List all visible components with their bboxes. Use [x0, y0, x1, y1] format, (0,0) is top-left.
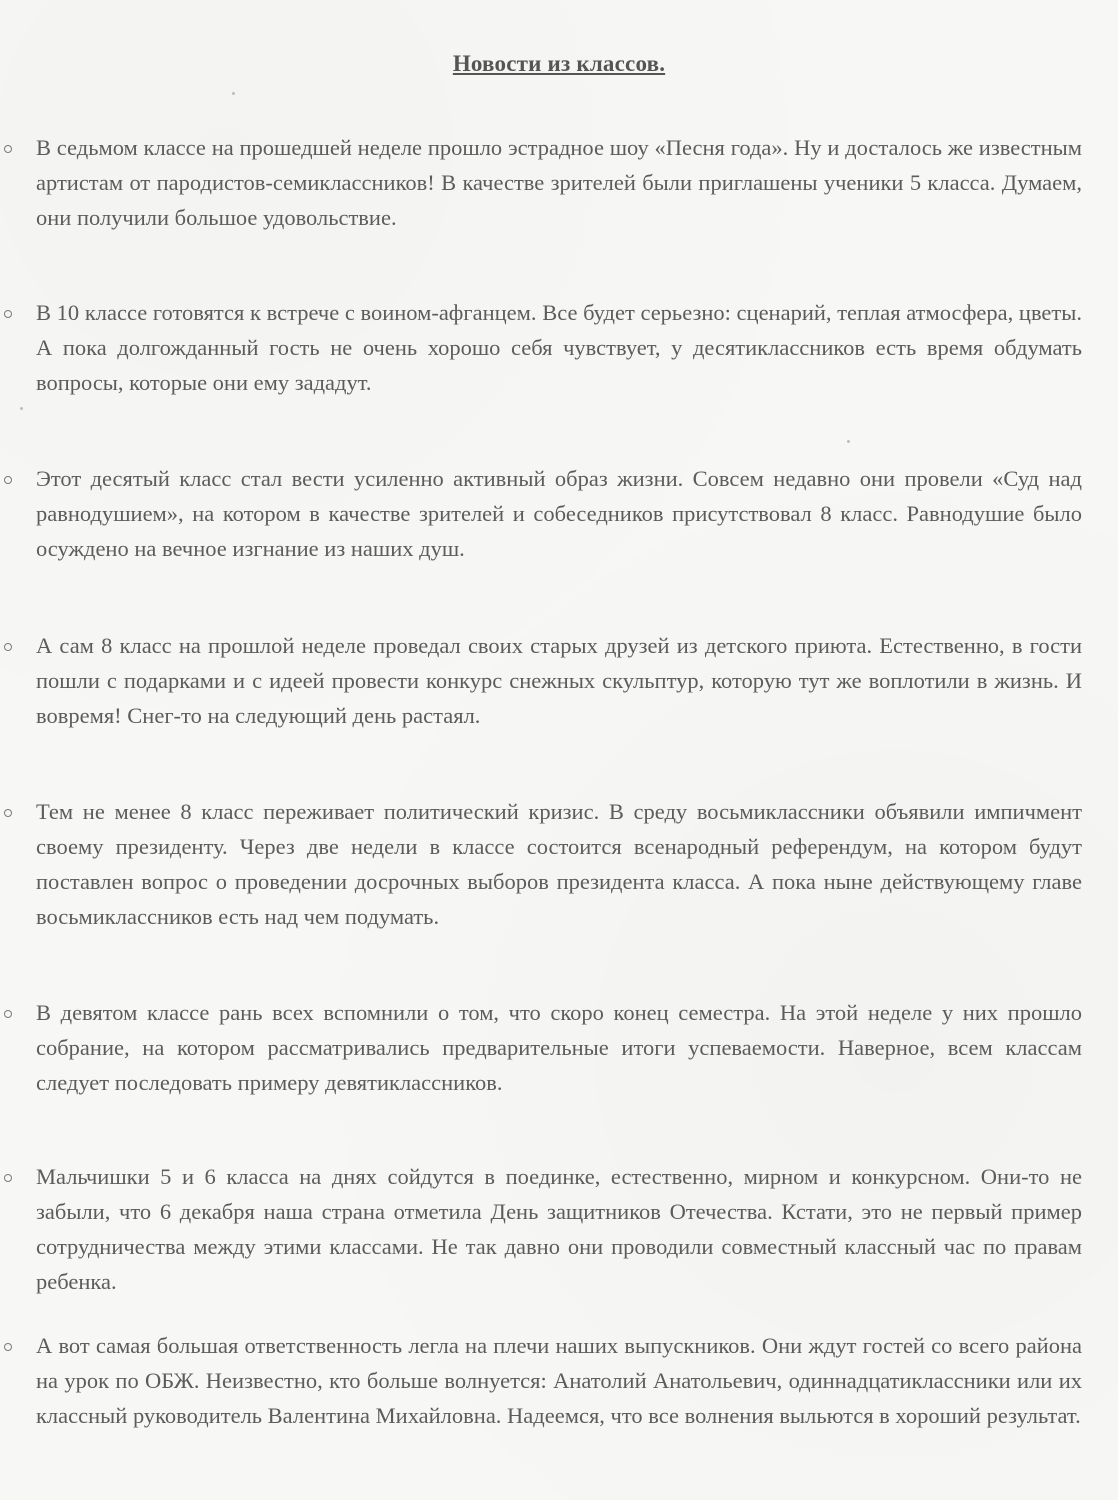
- news-item-7: Мальчишки 5 и 6 класса на днях сойдутся в поединке, естественно, мирном и конкурсном. Они-то не забыли, что 6 декабря наша страна отметила День защитников Отечества. Кстати, это не первый пример сотрудничества между этими классами. Не так давно они проводили совместный классный час по правам ребенка.: [36, 1164, 1082, 1294]
- bullet-icon: [4, 1174, 12, 1182]
- news-item-8: А вот самая большая ответственность легла на плечи наших выпускников. Они ждут гостей со всего района на урок по ОБЖ. Неизвестно, кто больше волнуется: Анатолий Анатольевич, одиннадцатиклассники или их классный руководитель Валентина Михайловна. Надеемся, что все волнения выльются в хороший результат.: [36, 1333, 1082, 1428]
- bullet-icon: [4, 145, 12, 153]
- news-item-2: В 10 классе готовятся к встрече с воином-афганцем. Все будет серьезно: сценарий, теплая атмосфера, цветы. А пока долгожданный гость не очень хорошо себя чувствует, у десятиклассников есть время обдумать вопросы, которые они ему зададут.: [36, 300, 1082, 395]
- news-item-1: В седьмом классе на прошедшей неделе прошло эстрадное шоу «Песня года». Ну и досталось же известным артистам от пародистов-семиклассников! В качестве зрителей были приглашены ученики 5 класса. Думаем, они получили большое удовольствие.: [36, 135, 1082, 230]
- news-item-6: В девятом классе рань всех вспомнили о том, что скоро конец семестра. На этой неделе у них прошло собрание, на котором рассматривались предварительные итоги успеваемости. Наверное, всем классам следует последовать примеру девятиклассников.: [36, 1000, 1082, 1095]
- page-title: Новости из классов.: [452, 51, 666, 76]
- bullet-icon: [4, 809, 12, 817]
- bullet-icon: [4, 310, 12, 318]
- news-item-5: Тем не менее 8 класс переживает политический кризис. В среду восьмиклассники объявили импичмент своему президенту. Через две недели в классе состоится всенародный референдум, на котором будут поставлен вопрос о проведении досрочных выборов президента класса. А пока ныне действующему главе восьмиклассников есть над чем подумать.: [36, 799, 1082, 929]
- bullet-icon: [4, 476, 12, 484]
- news-item-4: А сам 8 класс на прошлой неделе проведал своих старых друзей из детского приюта. Естественно, в гости пошли с подарками и с идеей провести конкурс снежных скульптур, которую тут же воплотили в жизнь. И вовремя! Снег-то на следующий день растаял.: [36, 633, 1082, 728]
- scan-speck: [20, 407, 23, 410]
- scan-speck: [847, 440, 850, 443]
- news-item-3: Этот десятый класс стал вести усиленно активный образ жизни. Совсем недавно они провели «Суд над равнодушием», на котором в качестве зрителей и собеседников присутствовал 8 класс. Равнодушие было осуждено на вечное изгнание из наших душ.: [36, 466, 1082, 561]
- scan-speck: [232, 92, 235, 95]
- bullet-icon: [4, 1010, 12, 1018]
- bullet-icon: [4, 1343, 12, 1351]
- bullet-icon: [4, 643, 12, 651]
